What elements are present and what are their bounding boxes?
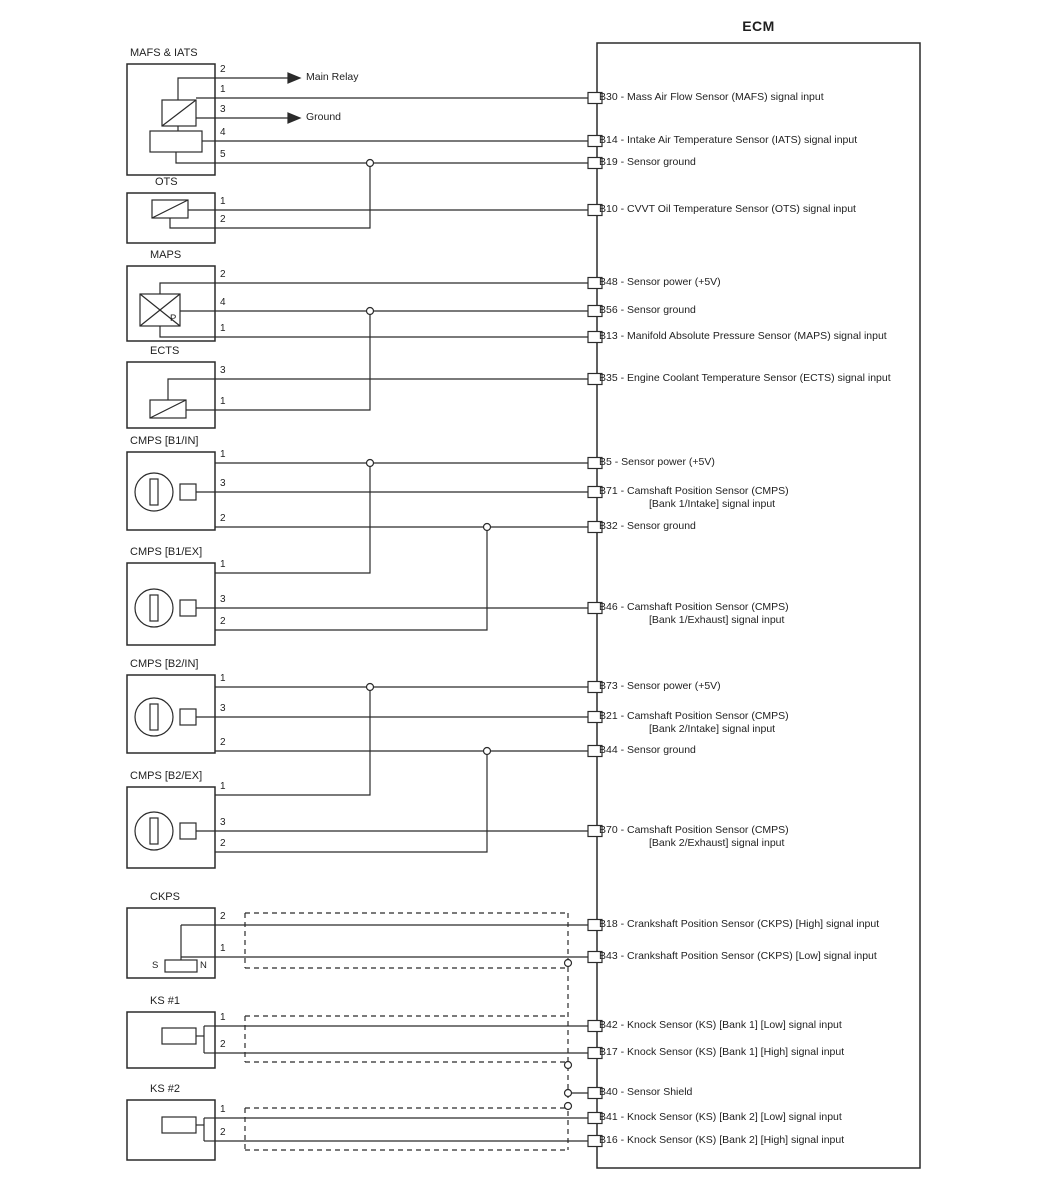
wires [215, 73, 588, 1141]
component-box-cmps-b2-ex [127, 787, 215, 868]
ecm-pin-label-b10: B10 - CVVT Oil Temperature Sensor (OTS) signal input [599, 203, 856, 215]
ecm-pin-label-b70: B70 - Camshaft Position Sensor (CMPS) [Bank 2/Exhaust] signal input [599, 824, 789, 849]
ecm-pin-label-b44: B44 - Sensor ground [599, 744, 696, 756]
ecm-pin-label-b35: B35 - Engine Coolant Temperature Sensor (ECTS) signal input [599, 372, 891, 384]
component-label-ks1: KS #1 [150, 995, 180, 1007]
ecm-pin-label-b14: B14 - Intake Air Temperature Sensor (IATS) signal input [599, 134, 858, 146]
pin-number-maps-4: 4 [220, 297, 226, 308]
ecm-pin-label-b19: B19 - Sensor ground [599, 156, 696, 168]
ecm-pin-label-b46: B46 - Camshaft Position Sensor (CMPS) [Bank 1/Exhaust] signal input [599, 601, 789, 626]
ecm-pin-label-b43: B43 - Crankshaft Position Sensor (CKPS) [Low] signal input [599, 950, 877, 962]
pin-number-mafs-3: 3 [220, 104, 226, 115]
wire-cmps-b1ex-power-tie [215, 463, 370, 573]
component-label-ckps: CKPS [150, 891, 180, 903]
maps-symbol [140, 283, 215, 337]
pin-number-ckps-1: 1 [220, 943, 226, 954]
pin-number-cmps3-1: 1 [220, 673, 226, 684]
main-relay-arrowhead [288, 73, 300, 83]
ground-label: Ground [306, 111, 342, 123]
pin-number-cmps1-2: 2 [220, 513, 226, 524]
component-box-ks1 [127, 1012, 215, 1068]
component-box-cmps-b1-in [127, 452, 215, 530]
component-box-cmps-b2-in [127, 675, 215, 753]
ckps-symbol [165, 925, 215, 972]
pin-number-maps-1: 1 [220, 323, 226, 334]
wire-junctions [367, 160, 572, 1110]
ecm-pin-label-b73: B73 - Sensor power (+5V) [599, 680, 721, 692]
wire-cmps-b2ex-ground-tie [215, 751, 487, 852]
component-box-cmps-b1-ex [127, 563, 215, 645]
component-label-ects: ECTS [150, 345, 180, 357]
pin-number-cmps4-1: 1 [220, 781, 226, 792]
pin-number-ects-3: 3 [220, 365, 226, 376]
ecm-pin-label-b71: B71 - Camshaft Position Sensor (CMPS) [Bank 1/Intake] signal input [599, 485, 789, 510]
component-label-ots: OTS [155, 176, 178, 188]
ects-symbol [150, 379, 215, 418]
ecm-pin-label-b41: B41 - Knock Sensor (KS) [Bank 2] [Low] signal input [599, 1111, 842, 1123]
wire-cmps-b1ex-ground-tie [215, 527, 487, 630]
pin-number-cmps4-2: 2 [220, 838, 226, 849]
pin-number-ks1-2: 2 [220, 1039, 226, 1050]
pin-number-ects-1: 1 [220, 396, 226, 407]
cmps-b1-ex-symbol [135, 589, 215, 627]
pin-number-mafs-5: 5 [220, 149, 226, 160]
pin-number-mafs-4: 4 [220, 127, 226, 138]
wire-ots-ground-tie [215, 163, 370, 228]
ecm-pin-label-b56: B56 - Sensor ground [599, 304, 696, 316]
pin-number-cmps1-1: 1 [220, 449, 226, 460]
pin-number-cmps2-2: 2 [220, 616, 226, 627]
pin-number-cmps1-3: 3 [220, 478, 226, 489]
pin-number-ckps-2: 2 [220, 911, 226, 922]
ckps-n-label: N [200, 960, 207, 971]
ecm-pin-label-b16: B16 - Knock Sensor (KS) [Bank 2] [High] signal input [599, 1134, 845, 1146]
pin-number-ots-2: 2 [220, 214, 226, 225]
maps-p-label: P [170, 313, 177, 324]
pin-number-maps-2: 2 [220, 269, 226, 280]
ks2-symbol [162, 1117, 215, 1141]
ots-symbol [152, 200, 215, 228]
ecm-pin-label-b48: B48 - Sensor power (+5V) [599, 276, 721, 288]
component-label-cmps-b2-ex: CMPS [B2/EX] [130, 770, 203, 782]
pin-number-cmps4-3: 3 [220, 817, 226, 828]
pin-number-ks1-1: 1 [220, 1012, 226, 1023]
component-label-cmps-b1-ex: CMPS [B1/EX] [130, 546, 203, 558]
pin-number-cmps2-1: 1 [220, 559, 226, 570]
ecm-pin-label-b42: B42 - Knock Sensor (KS) [Bank 1] [Low] signal input [599, 1019, 842, 1031]
pin-number-ks2-1: 1 [220, 1104, 226, 1115]
pin-number-mafs-1: 1 [220, 84, 226, 95]
pin-number-ks2-2: 2 [220, 1127, 226, 1138]
component-label-ks2: KS #2 [150, 1083, 180, 1095]
sensor-symbols [135, 78, 215, 1141]
pin-number-mafs-2: 2 [220, 64, 226, 75]
ckps-s-label: S [152, 960, 159, 971]
ecm-pin-label-b13: B13 - Manifold Absolute Pressure Sensor (MAPS) signal input [599, 330, 887, 342]
ks1-symbol [162, 1026, 215, 1053]
ecm-pin-label-b17: B17 - Knock Sensor (KS) [Bank 1] [High] signal input [599, 1046, 845, 1058]
ecm-pin-label-b32: B32 - Sensor ground [599, 520, 696, 532]
cmps-b1-in-symbol [135, 473, 215, 511]
component-label-cmps-b2-in: CMPS [B2/IN] [130, 658, 199, 670]
ecm-pin-label-b18: B18 - Crankshaft Position Sensor (CKPS) [High] signal input [599, 918, 880, 930]
cmps-b2-in-symbol [135, 698, 215, 736]
main-relay-label: Main Relay [306, 71, 359, 83]
ecm-title: ECM [742, 18, 775, 34]
pin-number-cmps3-3: 3 [220, 703, 226, 714]
component-box-ks2 [127, 1100, 215, 1160]
pin-number-ots-1: 1 [220, 196, 226, 207]
ecm-pin-label-b30: B30 - Mass Air Flow Sensor (MAFS) signal input [599, 91, 824, 103]
wire-cmps-b2ex-power-tie [215, 687, 370, 795]
component-label-cmps-b1-in: CMPS [B1/IN] [130, 435, 199, 447]
shield-lines [245, 913, 568, 1150]
ecm-pin-label-b21: B21 - Camshaft Position Sensor (CMPS) [Bank 2/Intake] signal input [599, 710, 789, 735]
component-label-mafs-iats: MAFS & IATS [130, 47, 198, 59]
cmps-b2-ex-symbol [135, 812, 215, 850]
mafs-iats-symbol [150, 78, 215, 163]
ground-arrowhead [288, 113, 300, 123]
wire-ects-ground-tie [215, 311, 370, 410]
pin-number-cmps2-3: 3 [220, 594, 226, 605]
ecm-pin-label-b40: B40 - Sensor Shield [599, 1086, 693, 1098]
pin-number-cmps3-2: 2 [220, 737, 226, 748]
component-label-maps: MAPS [150, 249, 182, 261]
ecm-pin-label-b5: B5 - Sensor power (+5V) [599, 456, 715, 468]
